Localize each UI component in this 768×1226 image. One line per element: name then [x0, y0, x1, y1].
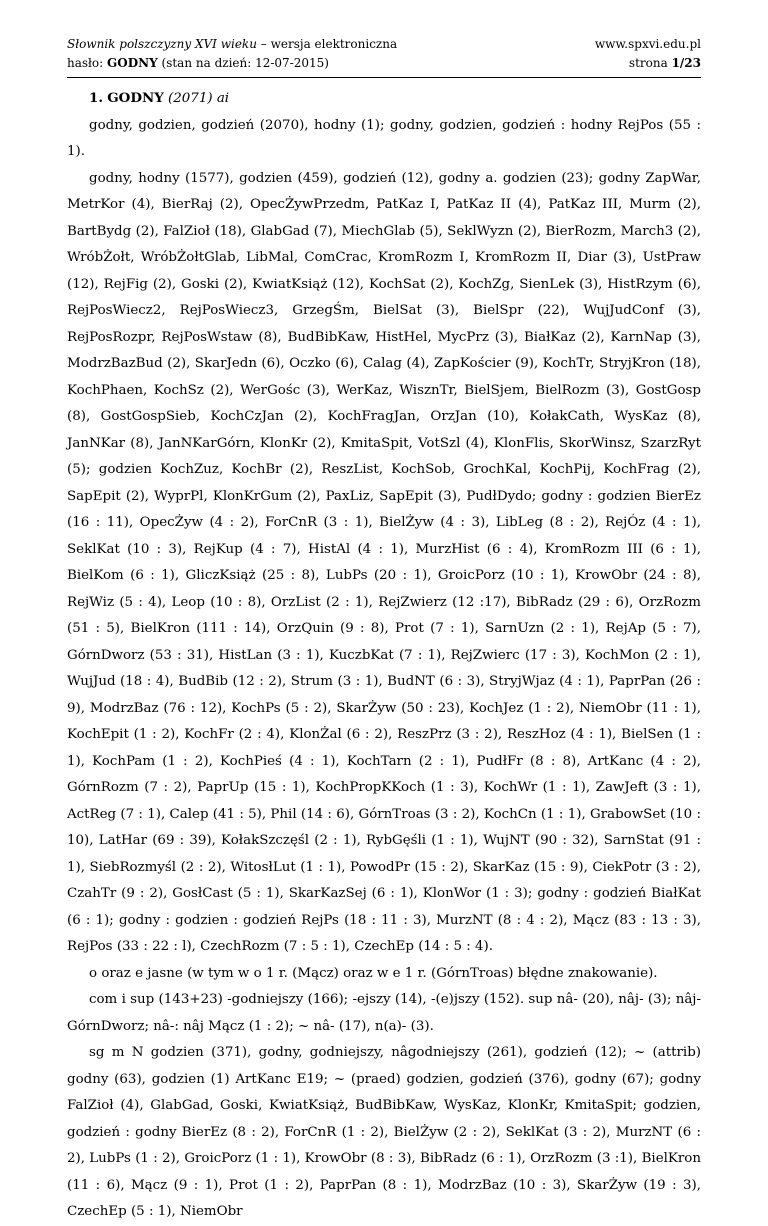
header-divider [67, 77, 701, 78]
paragraph-forms: godny, godzien, godzień (2070), hodny (1); godny, godzien, godzień : hodny RejPos (55 : 1). [67, 117, 701, 159]
paragraph-comparison: com i sup (143+23) -godniejszy (166); -ejszy (14), -(e)jszy (152). sup nâ- (20), nâj- (3); nâj- GórnDworz; nâ-: nâj Mącz (1 : 2); ~ nâ- (17), n(a)- (3). [67, 992, 701, 1034]
paragraph-sources: godny, hodny (1577), godzien (459), godzień (12), godny a. godzien (23); godny ZapWar, MetrKor (4), BierRaj (2), OpecŻywPrzedm, PatKaz I, PatKaz II (4), PatKaz III, Murm (2), BartBydg (2), FalZioł (18), GlabGad (7), MiechGlab (5), SeklWyzn (2), BierRozm, March3 (2), WróbŻołt, WróbŻołtGlab, LibMal, ComCrac, KromRozm I, KromRozm II, Diar (3), UstPraw (12), RejFig (2), Goski (2), KwiatKsiąż (12), KochSat (2), KochZg, SienLek (3), HistRzym (6), RejPosWiecz2, RejPosWiecz3, GrzegŚm, BielSat (3), BielSpr (22), WujJudConf (3), RejPosRozpr, RejPosWstaw (8), BudBibKaw, HistHel, MycPrz (3), BiałKaz (2), KarnNap (3), ModrzBazBud (2), SkarJedn (6), Oczko (6), Calag (4), ZapKościer (9), KochTr, StryjKron (18), KochPhaen, KochSz (2), WerGośc (3), WerKaz, WisznTr, BielSjem, BielRozm (3), GostGosp (8), GostGospSieb, KochCzJan (2), KochFragJan, OrzJan (10), KołakCath, WysKaz (8), JanNKar (8), JanNKarGórn, KlonKr (2), KmitaSpit, VotSzl (4), KlonFlis, SkorWinsz, SzarzRyt (5); godzien KochZuz, KochBr (2), ReszList, KochSob, GrochKal, KochPij, KochFrag (2), SapEpit (2), WyprPl, KlonKrGum (2), PaxLiz, SapEpit (3), PudłDydo; godny : godzien BierEz (16 : 11), OpecŻyw (4 : 2), ForCnR (3 : 1), BielŻyw (4 : 3), LibLeg (8 : 2), RejÓz (4 : 1), SeklKat (10 : 3), RejKup (4 : 7), HistAl (4 : 1), MurzHist (6 : 4), KromRozm III (6 : 1), BielKom (6 : 1), GliczKsiąż (25 : 8), LubPs (20 : 1), GroicPorz (10 : 1), KrowObr (24 : 8), RejWiz (5 : 4), Leop (10 : 8), OrzList (2 : 1), RejZwierz (12 :17), BibRadz (29 : 6), OrzRozm (51 : 5), BielKron (111 : 14), OrzQuin (9 : 8), Prot (7 : 1), SarnUzn (2 : 1), RejAp (5 : 7), GórnDworz (53 : 31), HistLan (3 : 1), KuczbKat (7 : 1), RejZwierc (17 : 3), KochMon (2 : 1), WujJud (18 : 4), BudBib (12 : 2), Strum (3 : 1), BudNT (6 : 3), StryjWjaz (4 : 1), PaprPan (26 : 9), ModrzBaz (76 : 12), KochPs (5 : 2), SkarŻyw (50 : 23), KochJez (1 : 2), NiemObr (11 : 1), KochEpit (1 : 2), KochFr (2 : 4), KlonŻal (6 : 2), ReszPrz (3 : 2), ReszHoz (4 : 1), BielSen (1 : 1), KochPam (1 : 2), KochPieś (4 : 1), KochTarn (2 : 1), PudłFr (8 : 8), ArtKanc (4 : 2), GórnRozm (7 : 2), PaprUp (15 : 1), KochPropKKoch (1 : 3), KochWr (1 : 1), ZawJeft (3 : 1), ActReg (7 : 1), Calep (41 : 5), Phil (14 : 6), GórnTroas (3 : 2), KochCn (1 : 1), GrabowSet (10 : 10), LatHar (69 : 39), KołakSzczęśl (2 : 1), RybGęśli (1 : 1), WujNT (90 : 32), SarnStat (91 : 1), SiebRozmyśl (2 : 2), WitosłLut (1 : 1), PowodPr (15 : 2), SkarKaz (15 : 9), CiekPotr (3 : 2), CzahTr (9 : 2), GosłCast (5 : 1), SkarKazSej (6 : 1), KlonWor (1 : 3); godny : godzień BiałKat (6 : 1); godny : godzien : godzień RejPs (18 : 11 : 3), MurzNT (8 : 4 : 2), Mącz (83 : 13 : 3), RejPos (33 : 22 : l), CzechRozm (7 : 5 : 1), CzechEp (14 : 5 : 4). [67, 170, 701, 954]
entry-pos: ai [216, 91, 230, 106]
paragraph-vowels: o oraz e jasne (w tym w o 1 r. (Mącz) oraz w e 1 r. (GórnTroas) błędne znakowanie). [89, 965, 658, 981]
entry-lemma: GODNY [107, 90, 164, 106]
haslo-label: hasło: [67, 56, 104, 70]
haslo-word: GODNY [107, 56, 158, 70]
entry-count: (2071) [168, 91, 213, 106]
dictionary-title: Słownik polszczyzny XVI wieku [67, 37, 257, 51]
site-url[interactable]: www.spxvi.edu.pl [594, 37, 701, 51]
entry-number: 1. [89, 90, 103, 106]
header-right [595, 35, 701, 73]
page-indicator [595, 54, 701, 73]
header-left [67, 35, 397, 73]
paragraph-inflection: sg m N godzien (371), godny, godniejszy, nâgodniejszy (261), godzień (12); ~ (attrib) godny (63), godzien (1) ArtKanc E19; ~ (praed) godzien, godzień (376), godny (67); godny FalZioł (4), GlabGad, Goski, KwiatKsiąż, BudBibKaw, WysKaz, KlonKr, KmitaSpit; godzien, godzień : godny BierEz (8 : 2), ForCnR (1 : 2), BielŻyw (2 : 2), SeklKat (3 : 2), MurzNT (6 : 2), LubPs (1 : 2), GroicPorz (1 : 1), KrowObr (8 : 3), BibRadz (6 : 1), OrzRozm (3 :1), BielKron (11 : 6), Mącz (9 : 1), Prot (1 : 2), PaprPan (8 : 1), ModrzBaz (10 : 3), SkarŻyw (19 : 3), CzechEp (5 : 1), NiemObr [67, 1045, 701, 1219]
page-label: strona [628, 56, 668, 70]
entry-status-line [67, 54, 397, 73]
page-header [67, 35, 701, 75]
entry-body [67, 85, 701, 1226]
entry-heading [67, 85, 701, 113]
page-number: 1/23 [671, 56, 701, 70]
dictionary-subtitle: wersja elektroniczna [270, 37, 398, 51]
dictionary-title-line: Słownik polszczyzny XVI wieku – wersja elektroniczna [67, 37, 398, 51]
haslo-date: (stan na dzień: 12-07-2015) [161, 56, 329, 70]
